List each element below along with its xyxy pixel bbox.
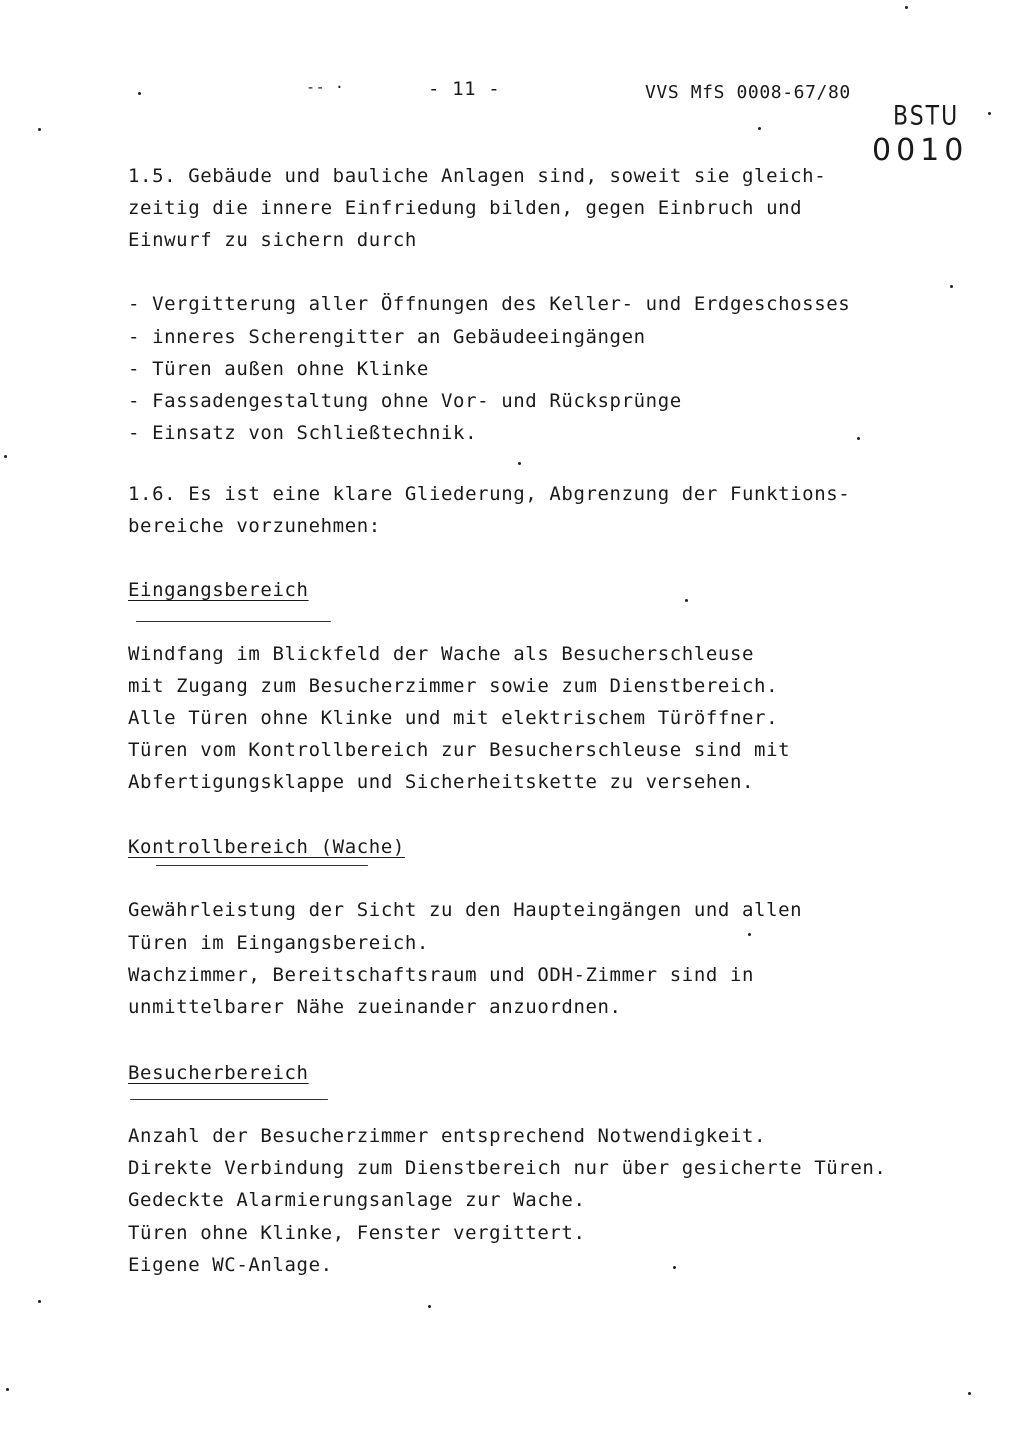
- besucherbereich-line: Direkte Verbindung zum Dienstbereich nur über gesicherte Türen.: [128, 1157, 887, 1179]
- bullet-item: - Fassadengestaltung ohne Vor- und Rücksprünge: [128, 390, 682, 412]
- bullet-item: - Vergitterung aller Öffnungen des Keller- und Erdgeschosses: [128, 293, 851, 315]
- scan-speck: [857, 437, 860, 440]
- kontrollbereich-line: unmittelbarer Nähe zueinander anzuordnen.: [128, 996, 622, 1018]
- scan-speck: [138, 92, 141, 95]
- section-1-6-line: 1.6. Es ist eine klare Gliederung, Abgrenzung der Funktions-: [128, 483, 851, 505]
- scan-speck: [685, 599, 688, 602]
- scan-speck: [518, 462, 521, 465]
- bullet-item: - Türen außen ohne Klinke: [128, 358, 429, 380]
- underline-flourish: [130, 1099, 328, 1100]
- heading-eingangsbereich: Eingangsbereich: [128, 579, 309, 601]
- scan-speck: [988, 112, 991, 115]
- bullet-item: - inneres Scherengitter an Gebäudeeingängen: [128, 326, 646, 348]
- eingangsbereich-line: Windfang im Blickfeld der Wache als Besucherschleuse: [128, 643, 755, 665]
- besucherbereich-line: Anzahl der Besucherzimmer entsprechend Notwendigkeit.: [128, 1125, 767, 1147]
- heading-besucherbereich: Besucherbereich: [128, 1062, 309, 1084]
- bullet-item: - Einsatz von Schließtechnik.: [128, 422, 478, 444]
- kontrollbereich-line: Gewährleistung der Sicht zu den Haupteingängen und allen: [128, 899, 803, 921]
- scan-speck: [905, 6, 908, 9]
- heading-kontrollbereich: Kontrollbereich (Wache): [128, 836, 405, 858]
- section-1-5-line: zeitig die innere Einfriedung bilden, gegen Einbruch und: [128, 197, 803, 219]
- scan-speck: [673, 1266, 676, 1269]
- scan-speck: [38, 128, 41, 131]
- besucherbereich-line: Türen ohne Klinke, Fenster vergittert.: [128, 1222, 586, 1244]
- scan-speck: [950, 285, 953, 288]
- kontrollbereich-line: Türen im Eingangsbereich.: [128, 932, 429, 954]
- underline-flourish: [156, 865, 368, 866]
- kontrollbereich-line: Wachzimmer, Bereitschaftsraum und ODH-Zimmer sind in: [128, 964, 755, 986]
- scan-speck: [38, 1300, 41, 1303]
- besucherbereich-line: Gedeckte Alarmierungsanlage zur Wache.: [128, 1189, 586, 1211]
- section-1-5-line: 1.5. Gebäude und bauliche Anlagen sind, soweit sie gleich-: [128, 165, 827, 187]
- page-number: - 11 -: [428, 78, 501, 100]
- eingangsbereich-line: Abfertigungsklappe und Sicherheitskette zu versehen.: [128, 771, 755, 793]
- scan-speck: [968, 1392, 971, 1395]
- scan-speck: [748, 933, 751, 936]
- eingangsbereich-line: Alle Türen ohne Klinke und mit elektrischem Türöffner.: [128, 707, 779, 729]
- underline-flourish: [136, 621, 331, 622]
- eingangsbereich-line: mit Zugang zum Besucherzimmer sowie zum Dienstbereich.: [128, 675, 779, 697]
- archive-stamp-label: BSTU: [893, 101, 960, 132]
- eingangsbereich-line: Türen vom Kontrollbereich zur Besucherschleuse sind mit: [128, 739, 791, 761]
- scan-speck: [6, 1388, 9, 1391]
- besucherbereich-line: Eigene WC-Anlage.: [128, 1254, 333, 1276]
- scan-speck: [758, 127, 761, 130]
- header-dash: -- ·: [306, 78, 345, 96]
- scan-speck: [428, 1305, 431, 1308]
- scan-speck: [4, 455, 7, 458]
- section-1-5-line: Einwurf zu sichern durch: [128, 229, 417, 251]
- document-reference: VVS MfS 0008-67/80: [645, 82, 851, 103]
- archive-stamp-number: 0010: [872, 133, 969, 168]
- section-1-6-line: bereiche vorzunehmen:: [128, 515, 381, 537]
